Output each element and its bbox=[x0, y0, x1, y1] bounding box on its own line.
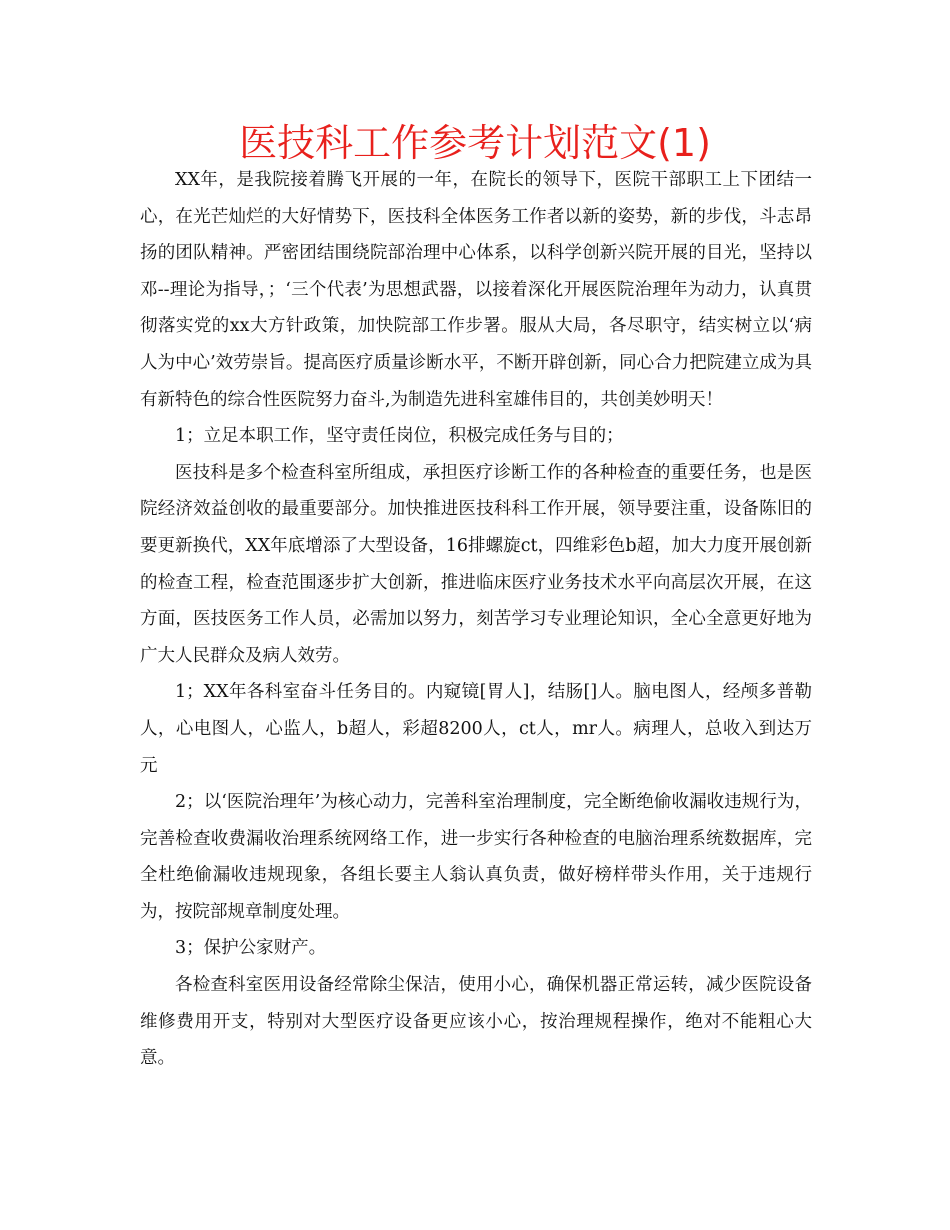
paragraph-item-2-management: 2；以‘医院治理年’为核心动力，完善科室治理制度，完全断绝偷收漏收违规行为，完善检查收费漏收治理系统网络工作，进一步实行各种检查的电脑治理系统数据库，完全杜绝偷漏收违规现象，各组长要主人翁认真负责，做好榜样带头作用，关于违规行为，按院部规章制度处理。 bbox=[140, 792, 812, 922]
paragraph-section-1-heading: 1；立足本职工作，坚守责任岗位，积极完成任务与目的； bbox=[175, 426, 624, 447]
document-body bbox=[140, 162, 812, 1077]
paragraph-equipment-care: 各检查科室医用设备经常除尘保洁，使用小心，确保机器正常运转，减少医院设备维修费用开支，特别对大型医疗设备更应该小心，按治理规程操作，绝对不能粗心大意。 bbox=[140, 975, 812, 1069]
paragraph-item-3-heading: 3；保护公家财产。 bbox=[175, 938, 327, 959]
paragraph-intro: XX年，是我院接着腾飞开展的一年，在院长的领导下，医院干部职工上下团结一心，在光芒灿烂的大好情势下，医技科全体医务工作者以新的姿势，新的步伐，斗志昂扬的团队精神。严密团结围绕院部治理中心体系，以科学创新兴院开展的目光，坚持以邓--理论为指导，；‘三个代表’为思想武器，以接着深化开展医院治理年为动力，认真贯彻落实党的xx大方针政策，加快院部工作步署。服从大局，各尽职守，结实树立以‘病人为中心’效劳崇旨。提高医疗质量诊断水平，不断开辟创新，同心合力把院建立成为具有新特色的综合性医院努力奋斗,为制造先进科室雄伟目的，共创美妙明天！ bbox=[140, 170, 812, 410]
document-title: 医技科工作参考计划范文(1) bbox=[239, 121, 711, 165]
paragraph-medtech-tasks: 医技科是多个检查科室所组成，承担医疗诊断工作的各种检查的重要任务，也是医院经济效益创收的最重要部分。加快推进医技科科工作开展，领导要注重，设备陈旧的要更新换代，XX年底增添了大型设备，16排螺旋ct，四维彩色b超，加大力度开展创新的检查工程，检查范围逐步扩大创新，推进临床医疗业务技术水平向高层次开展，在这方面，医技医务工作人员，必需加以努力，刻苦学习专业理论知识，全心全意更好地为广大人民群众及病人效劳。 bbox=[140, 462, 812, 666]
paragraph-item-1-targets: 1；XX年各科室奋斗任务目的。内窥镜[胃人]，结肠[]人。脑电图人，经颅多普勒人，心电图人，心监人，b超人，彩超8200人，ct人，mr人。病理人，总收入到达万元 bbox=[140, 682, 812, 776]
